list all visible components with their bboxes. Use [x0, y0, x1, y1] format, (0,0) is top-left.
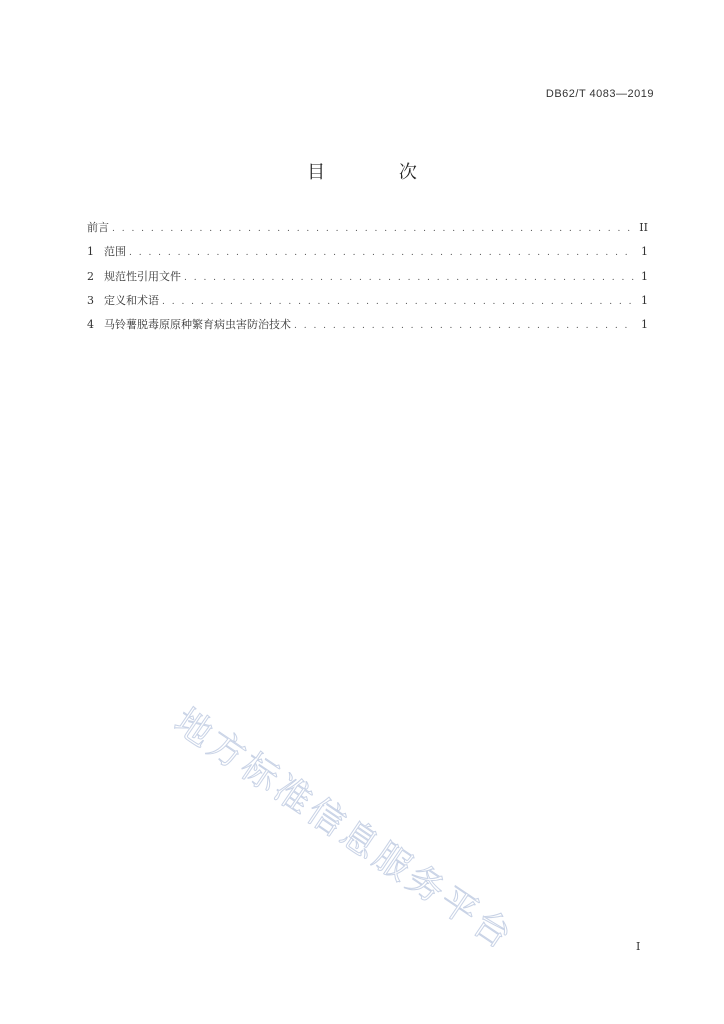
watermark: 地方标准信息服务平台 [166, 700, 522, 959]
toc-entry-number: 3 [87, 293, 94, 307]
toc-entry-label: 马铃薯脱毒原原种繁育病虫害防治技术 [104, 318, 291, 332]
toc-entry-page: 1 [641, 318, 648, 332]
toc-dot-leader [294, 321, 634, 331]
toc-entry-number: 2 [87, 269, 94, 283]
toc-entry-definitions[interactable] [87, 292, 648, 316]
toc-entry-page: II [639, 221, 648, 234]
toc-entry-foreword[interactable] [87, 219, 648, 243]
toc-entry-page: 1 [641, 245, 648, 259]
toc-dot-leader [162, 297, 634, 307]
toc-entry-number: 1 [87, 245, 94, 259]
toc-dot-leader [112, 224, 633, 234]
toc-entry-page: 1 [641, 293, 648, 307]
standard-code: DB62/T 4083—2019 [545, 88, 654, 100]
page-number: I [636, 940, 641, 953]
toc-entry-number: 4 [87, 318, 94, 332]
toc-entry-scope[interactable] [87, 243, 648, 267]
toc-entry-page: 1 [641, 269, 648, 283]
toc-entry-pest-control[interactable] [87, 316, 648, 340]
toc-dot-leader [129, 248, 634, 258]
toc-entry-label: 前言 [87, 221, 109, 234]
toc-entry-normative-references[interactable] [87, 268, 648, 292]
toc-dot-leader [184, 273, 634, 283]
toc-entry-label: 规范性引用文件 [104, 269, 181, 283]
table-of-contents [87, 219, 648, 340]
toc-entry-label: 定义和术语 [104, 293, 159, 307]
toc-title: 目 次 [307, 162, 451, 183]
toc-entry-label: 范围 [104, 245, 126, 259]
